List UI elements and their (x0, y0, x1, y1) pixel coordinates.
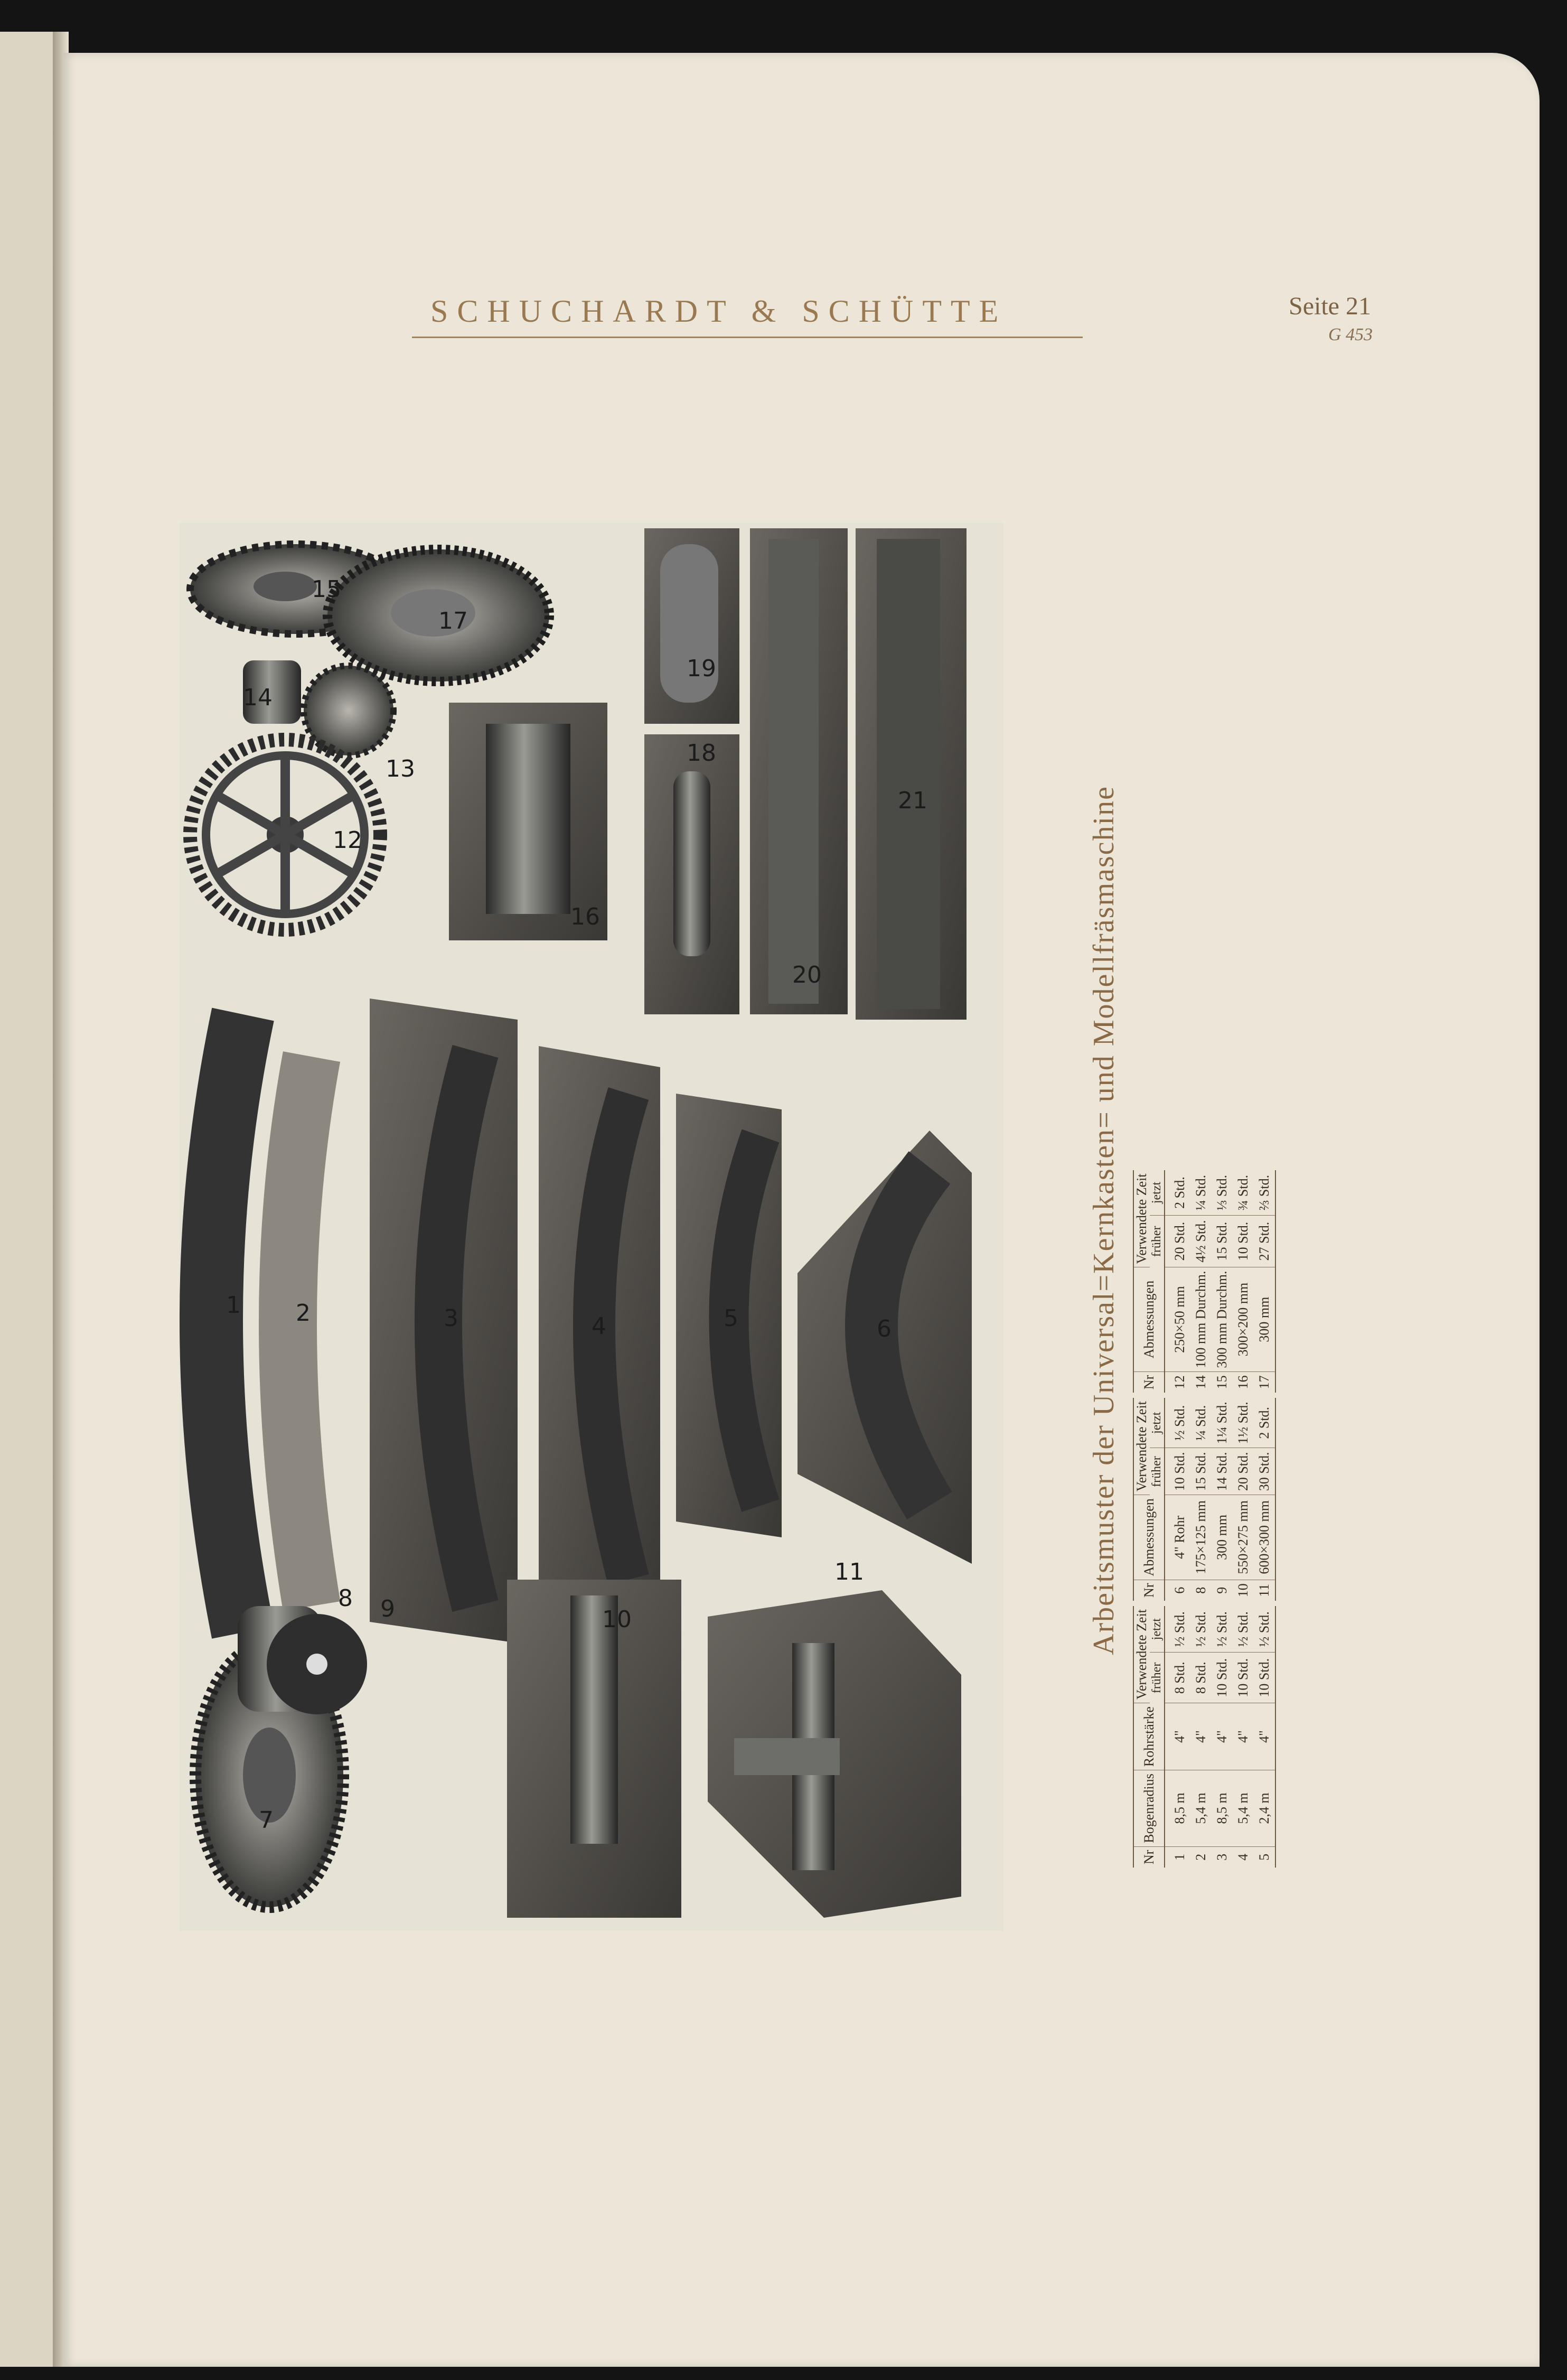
table-cell: 175×125 mm (1190, 1495, 1212, 1580)
table-row (1233, 1398, 1254, 1601)
table-cell: ½ Std. (1190, 1606, 1212, 1653)
left-page-edge (0, 32, 57, 2367)
table-cell: 4" (1190, 1703, 1212, 1770)
table-cell: 15 Std. (1190, 1448, 1212, 1495)
table-cell: 14 Std. (1212, 1448, 1233, 1495)
pipe-1 (211, 1014, 243, 1632)
table-row (1212, 1170, 1233, 1393)
th-zeit: Verwendete Zeit (1133, 1606, 1150, 1703)
label-20: 20 (792, 962, 822, 988)
table-cell: 600×300 mm (1254, 1495, 1275, 1580)
gear-13 (304, 666, 393, 755)
table-cell: ⅔ Std. (1254, 1170, 1275, 1215)
table-cell: 2,4 m (1254, 1770, 1275, 1846)
table-cell: 20 Std. (1165, 1215, 1190, 1267)
th-jetzt: jetzt (1150, 1398, 1165, 1448)
header-rule (412, 337, 1083, 338)
table-cell: 550×275 mm (1233, 1495, 1254, 1580)
table-row (1165, 1606, 1190, 1868)
table-cell: ¼ Std. (1190, 1170, 1212, 1215)
product-photograph (180, 523, 1003, 1931)
disc-9 (267, 1614, 367, 1714)
table-cell: 2 Std. (1165, 1170, 1190, 1215)
label-10: 10 (602, 1606, 632, 1633)
core-box-19 (644, 528, 739, 724)
core-box-21 (856, 528, 967, 1020)
table-cell: 14 (1193, 1375, 1208, 1389)
table-cell: 100 mm Durchm. (1190, 1267, 1212, 1371)
table-cell: 300 mm (1254, 1267, 1275, 1371)
label-16: 16 (570, 903, 600, 930)
label-11: 11 (834, 1558, 864, 1585)
table-cell: 15 Std. (1212, 1215, 1233, 1267)
table-row (1212, 1398, 1233, 1601)
page-number: Seite 21 (1289, 292, 1371, 320)
table-cell: 250×50 mm (1165, 1267, 1190, 1371)
table-cell: 2 Std. (1254, 1398, 1275, 1448)
table-cell: 4" (1212, 1703, 1233, 1770)
th-zeit: Verwendete Zeit (1133, 1170, 1150, 1267)
table-cell: 17 (1254, 1371, 1275, 1393)
data-tables (1133, 573, 1276, 1868)
label-18: 18 (687, 740, 716, 767)
table-cell: 27 Std. (1254, 1215, 1275, 1267)
label-9: 9 (380, 1595, 395, 1622)
table-cell: 3 (1214, 1853, 1230, 1861)
th-jetzt: jetzt (1150, 1606, 1165, 1653)
table-cell: 8,5 m (1212, 1770, 1233, 1846)
table-cell: 5 (1254, 1846, 1275, 1868)
table-cell: ½ Std. (1233, 1606, 1254, 1653)
table-cell: 10 Std. (1233, 1653, 1254, 1703)
th-rohr: Rohrstärke (1133, 1703, 1165, 1770)
table-cell: 10 Std. (1254, 1653, 1275, 1703)
th-nr: Nr (1133, 1580, 1165, 1601)
table-row (1190, 1606, 1212, 1868)
table-cell: ½ Std. (1165, 1398, 1190, 1448)
core-box-11 (708, 1590, 961, 1918)
table-pipes (1133, 1606, 1276, 1868)
label-3: 3 (444, 1305, 458, 1332)
th-jetzt: jetzt (1150, 1170, 1165, 1215)
table-cell: 15 (1214, 1375, 1230, 1389)
table-cell: 4 (1235, 1853, 1251, 1861)
table-cell: 1½ Std. (1233, 1398, 1254, 1448)
table-row (1190, 1398, 1212, 1601)
table-cell: 16 (1235, 1375, 1251, 1389)
label-12: 12 (333, 827, 362, 854)
label-17: 17 (438, 608, 468, 634)
label-13: 13 (386, 755, 415, 782)
th-frueher: früher (1150, 1653, 1165, 1703)
table-cell: 30 Std. (1254, 1448, 1275, 1495)
table-cell: ⅓ Std. (1212, 1170, 1233, 1215)
table-cell: 1¼ Std. (1212, 1398, 1233, 1448)
table-cell: 10 (1235, 1583, 1251, 1598)
table-cell: 12 (1172, 1375, 1187, 1389)
table-cell: 300 mm (1212, 1495, 1233, 1580)
table-row (1254, 1398, 1275, 1601)
table-row (1233, 1606, 1254, 1868)
catalog-code: G 453 (1328, 325, 1373, 344)
table-cell: 4" (1254, 1703, 1275, 1770)
table-cell: 10 Std. (1233, 1215, 1254, 1267)
table-cell: 4" Rohr (1165, 1495, 1190, 1580)
table-cell: ½ Std. (1254, 1606, 1275, 1653)
table-cell: ½ Std. (1165, 1606, 1190, 1653)
table-cell: 8,5 m (1165, 1770, 1190, 1846)
table-cell: 8 Std. (1190, 1653, 1212, 1703)
table-row (1212, 1606, 1233, 1868)
table-cell: 5,4 m (1190, 1770, 1212, 1846)
label-15: 15 (312, 576, 341, 603)
label-19: 19 (687, 655, 716, 682)
table-cell: 4" (1233, 1703, 1254, 1770)
table-gears (1133, 1170, 1276, 1393)
table-cell: 8 (1193, 1586, 1208, 1594)
table-cell: 11 (1254, 1580, 1275, 1601)
table-cell: 4" (1165, 1703, 1190, 1770)
table-row (1254, 1606, 1275, 1868)
table-cell: 6 (1172, 1586, 1187, 1594)
table-cell: 300×200 mm (1233, 1267, 1254, 1371)
table-cell: 300 mm Durchm. (1212, 1267, 1233, 1371)
label-8: 8 (338, 1585, 353, 1612)
label-6: 6 (877, 1315, 892, 1342)
th-radius: Bogenradius (1133, 1770, 1165, 1846)
core-box-10 (507, 1580, 681, 1918)
table-row (1233, 1170, 1254, 1393)
label-1: 1 (226, 1292, 241, 1319)
table-cell: 10 Std. (1212, 1653, 1233, 1703)
table-cell: ½ Std. (1212, 1606, 1233, 1653)
header-title: SCHUCHARDT & SCHÜTTE (430, 294, 1008, 329)
label-4: 4 (592, 1313, 606, 1340)
th-abmessungen: Abmessungen (1133, 1267, 1165, 1371)
table-cell: 2 (1193, 1853, 1208, 1861)
table-cell: 20 Std. (1233, 1448, 1254, 1495)
label-14: 14 (243, 684, 273, 711)
th-zeit: Verwendete Zeit (1133, 1398, 1150, 1495)
core-box-6 (797, 1131, 972, 1564)
table-row (1165, 1170, 1190, 1393)
table-core-boxes (1133, 1398, 1276, 1601)
table-row (1190, 1170, 1212, 1393)
core-box-20 (750, 528, 848, 1014)
pipe-2 (288, 1057, 312, 1606)
label-2: 2 (296, 1300, 311, 1327)
table-cell: 5,4 m (1233, 1770, 1254, 1846)
table-cell: 4½ Std. (1190, 1215, 1212, 1267)
core-box-18 (644, 734, 739, 1014)
rotated-caption-area (1075, 573, 1339, 1868)
table-row (1254, 1170, 1275, 1393)
table-row (1165, 1398, 1190, 1601)
label-21: 21 (898, 787, 927, 814)
table-cell: ¾ Std. (1233, 1170, 1254, 1215)
th-nr: Nr (1133, 1371, 1165, 1393)
th-nr: Nr (1133, 1846, 1165, 1868)
th-frueher: früher (1150, 1215, 1165, 1267)
table-cell: 9 (1214, 1586, 1230, 1594)
label-5: 5 (724, 1305, 738, 1332)
th-frueher: früher (1150, 1448, 1165, 1495)
table-cell: 1 (1172, 1853, 1187, 1861)
th-abmessungen: Abmessungen (1133, 1495, 1165, 1580)
table-cell: ¼ Std. (1190, 1398, 1212, 1448)
label-7: 7 (259, 1807, 274, 1834)
caption: Arbeitsmuster der Universal=Kernkasten= und Modellfräsmaschine (1087, 786, 1120, 1655)
table-cell: 10 Std. (1165, 1448, 1190, 1495)
table-cell: 8 Std. (1165, 1653, 1190, 1703)
